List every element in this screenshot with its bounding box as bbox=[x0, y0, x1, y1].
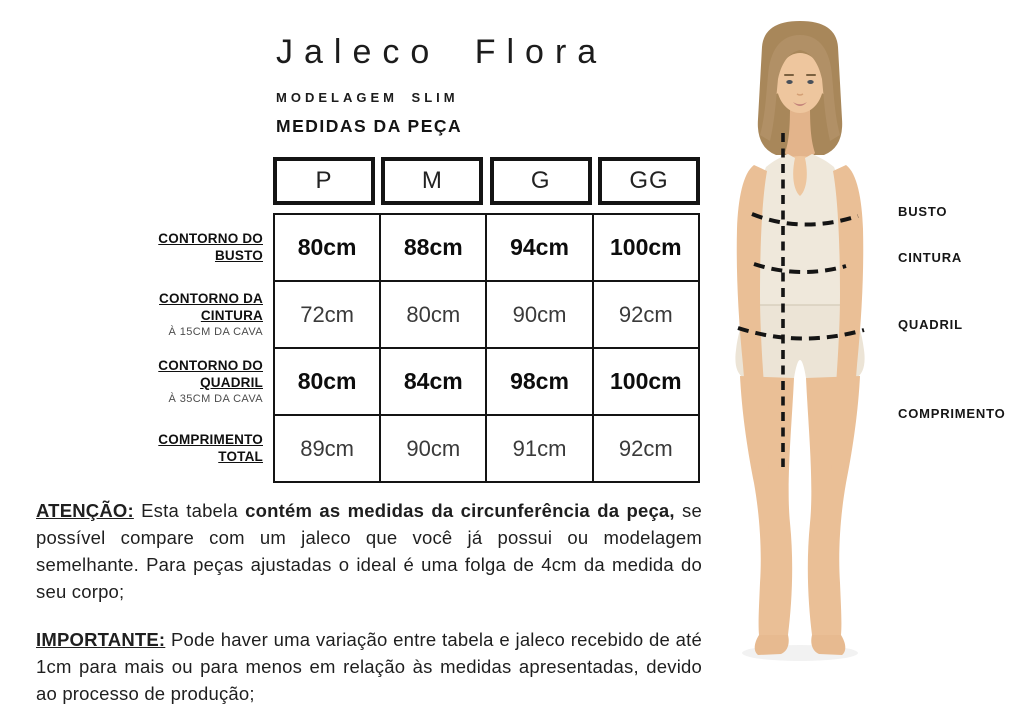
important-rest: Pode haver uma variação entre tabela e jaleco recebido de até 1cm para mais ou para menos em relação às medidas apresentadas, devido ao processo de produção; bbox=[36, 629, 702, 704]
cell-waist-g: 90cm bbox=[486, 281, 592, 348]
figure-label-waist: CINTURA bbox=[898, 250, 963, 265]
size-header-g: G bbox=[490, 157, 592, 205]
measurement-table bbox=[273, 213, 700, 483]
attention-highlight: contém as medidas da circunferência da peça, bbox=[245, 500, 675, 521]
brand-block bbox=[276, 34, 607, 137]
table-row-bust bbox=[274, 214, 699, 281]
row-label-note: À 15CM DA CAVA bbox=[168, 325, 263, 338]
size-table bbox=[273, 157, 700, 483]
cell-waist-m: 80cm bbox=[380, 281, 486, 348]
figure-label-hip: QUADRIL bbox=[898, 317, 963, 332]
cell-bust-g: 94cm bbox=[486, 214, 592, 281]
measurement-row-labels bbox=[36, 213, 263, 481]
figure-label-length: COMPRIMENTO bbox=[898, 406, 1006, 421]
product-subtitle: MODELAGEM SLIM bbox=[276, 90, 459, 105]
row-label-text: CONTORNO DO BUSTO bbox=[158, 230, 263, 263]
cell-bust-gg: 100cm bbox=[593, 214, 699, 281]
table-caption: MEDIDAS DA PEÇA bbox=[276, 116, 463, 136]
model-figure-illustration bbox=[710, 15, 910, 675]
important-lead: IMPORTANTE: bbox=[36, 629, 166, 650]
cell-waist-gg: 92cm bbox=[593, 281, 699, 348]
attention-note bbox=[36, 497, 702, 605]
size-table-header bbox=[273, 157, 700, 205]
row-label-length bbox=[36, 414, 263, 481]
table-row-hip bbox=[274, 348, 699, 415]
row-label-text: CONTORNO DA CINTURA bbox=[159, 290, 263, 323]
row-label-bust bbox=[36, 213, 263, 280]
row-label-text: CONTORNO DO QUADRIL bbox=[158, 357, 263, 390]
row-label-hip bbox=[36, 347, 263, 414]
cell-hip-gg: 100cm bbox=[593, 348, 699, 415]
cell-hip-g: 98cm bbox=[486, 348, 592, 415]
size-header-m: M bbox=[381, 157, 483, 205]
cell-length-gg: 92cm bbox=[593, 415, 699, 482]
cell-length-m: 90cm bbox=[380, 415, 486, 482]
row-label-note: À 35CM DA CAVA bbox=[168, 392, 263, 405]
row-label-text: COMPRIMENTO TOTAL bbox=[158, 431, 263, 464]
figure-label-bust: BUSTO bbox=[898, 204, 948, 219]
row-label-waist bbox=[36, 280, 263, 347]
size-header-gg: GG bbox=[598, 157, 700, 205]
cell-bust-m: 88cm bbox=[380, 214, 486, 281]
cell-hip-m: 84cm bbox=[380, 348, 486, 415]
table-row-length bbox=[274, 415, 699, 482]
cell-length-p: 89cm bbox=[274, 415, 380, 482]
cell-hip-p: 80cm bbox=[274, 348, 380, 415]
notes-section bbox=[36, 497, 702, 726]
size-header-p: P bbox=[273, 157, 375, 205]
cell-length-g: 91cm bbox=[486, 415, 592, 482]
important-note bbox=[36, 626, 702, 707]
attention-rest: se possível compare com um jaleco que você já possui ou modelagem semelhante. Para peças ajustadas o ideal é uma folga de 4cm da medida do seu corpo; bbox=[36, 500, 702, 602]
cell-waist-p: 72cm bbox=[274, 281, 380, 348]
attention-intro: Esta tabela bbox=[141, 500, 238, 521]
attention-lead: ATENÇÃO: bbox=[36, 500, 134, 521]
table-row-waist bbox=[274, 281, 699, 348]
cell-bust-p: 80cm bbox=[274, 214, 380, 281]
product-title: Jaleco Flora bbox=[276, 33, 608, 71]
